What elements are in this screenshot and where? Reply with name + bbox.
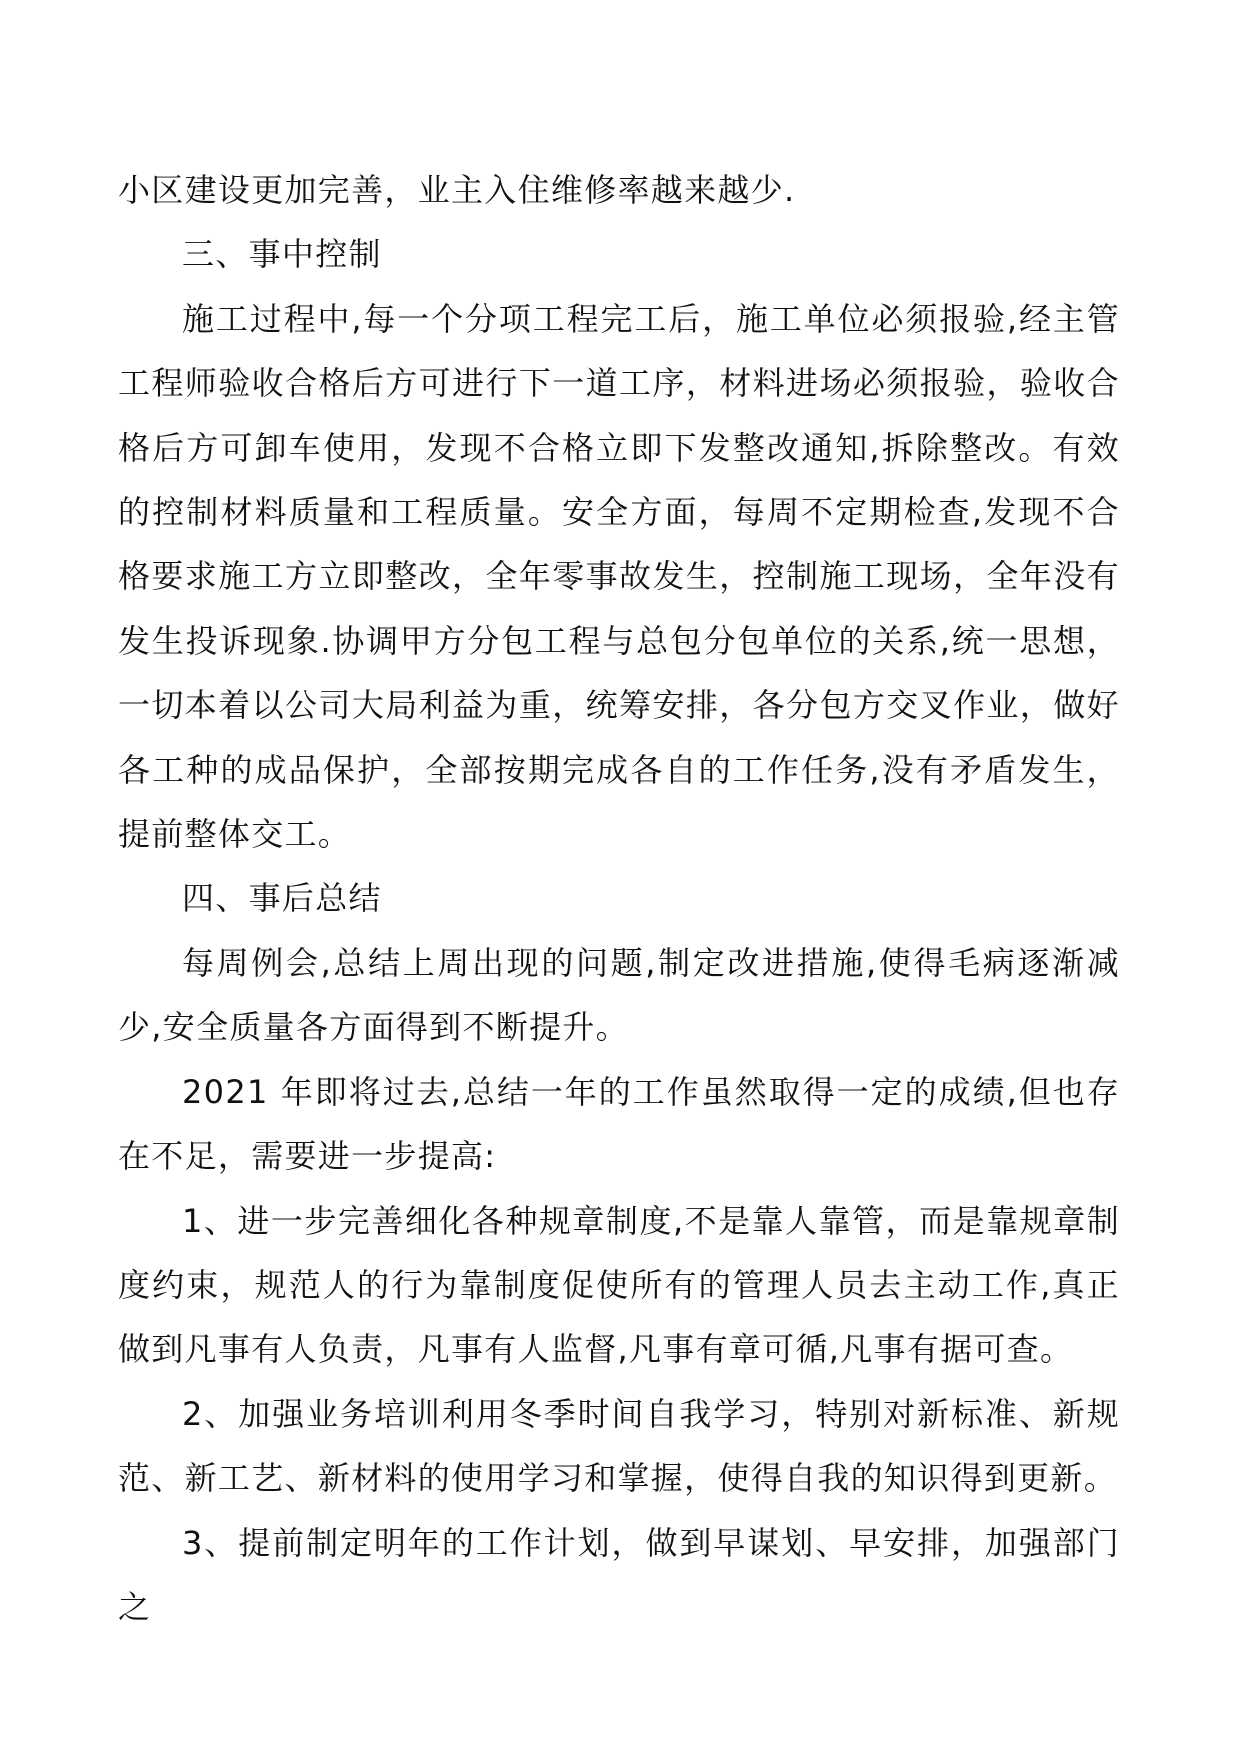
section-heading-in-process-control: 三、事中控制 xyxy=(182,235,382,274)
paragraph-year-review: 2021 年即将过去,总结一年的工作虽然取得一定的成绩,但也存在不足，需要进一步提高: xyxy=(118,1072,1120,1176)
list-item-rules-improvement: 1、进一步完善细化各种规章制度,不是靠人靠管，而是靠规章制度约束，规范人的行为靠制度促使所有的管理人员去主动工作,真正做到凡事有人负责，凡事有人监督,凡事有章可循,凡事有据可查。 xyxy=(118,1201,1120,1369)
document-body xyxy=(118,158,1120,1639)
list-item-training: 2、加强业务培训利用冬季时间自我学习，特别对新标准、新规范、新工艺、新材料的使用学习和掌握，使得自我的知识得到更新。 xyxy=(118,1394,1120,1498)
paragraph-continuation: 小区建设更加完善，业主入住维修率越来越少. xyxy=(118,171,796,209)
section-heading-post-summary: 四、事后总结 xyxy=(182,879,382,918)
list-item-work-plan: 3、提前制定明年的工作计划，做到早谋划、早安排，加强部门之 xyxy=(118,1523,1120,1626)
paragraph-weekly-meeting: 每周例会,总结上周出现的问题,制定改进措施,使得毛病逐渐减少,安全质量各方面得到不断提升。 xyxy=(118,943,1120,1047)
paragraph-construction-process: 施工过程中,每一个分项工程完工后，施工单位必须报验,经主管工程师验收合格后方可进行下一道工序，材料进场必须报验，验收合格后方可卸车使用，发现不合格立即下发整改通知,拆除整改。有效的控制材料质量和工程质量。安全方面，每周不定期检查,发现不合格要求施工方立即整改，全年零事故发生，控制施工现场，全年没有发生投诉现象.协调甲方分包工程与总包分包单位的关系,统一思想，一切本着以公司大局利益为重，统筹安排，各分包方交叉作业，做好各工种的成品保护，全部按期完成各自的工作任务,没有矛盾发生，提前整体交工。 xyxy=(118,299,1120,854)
